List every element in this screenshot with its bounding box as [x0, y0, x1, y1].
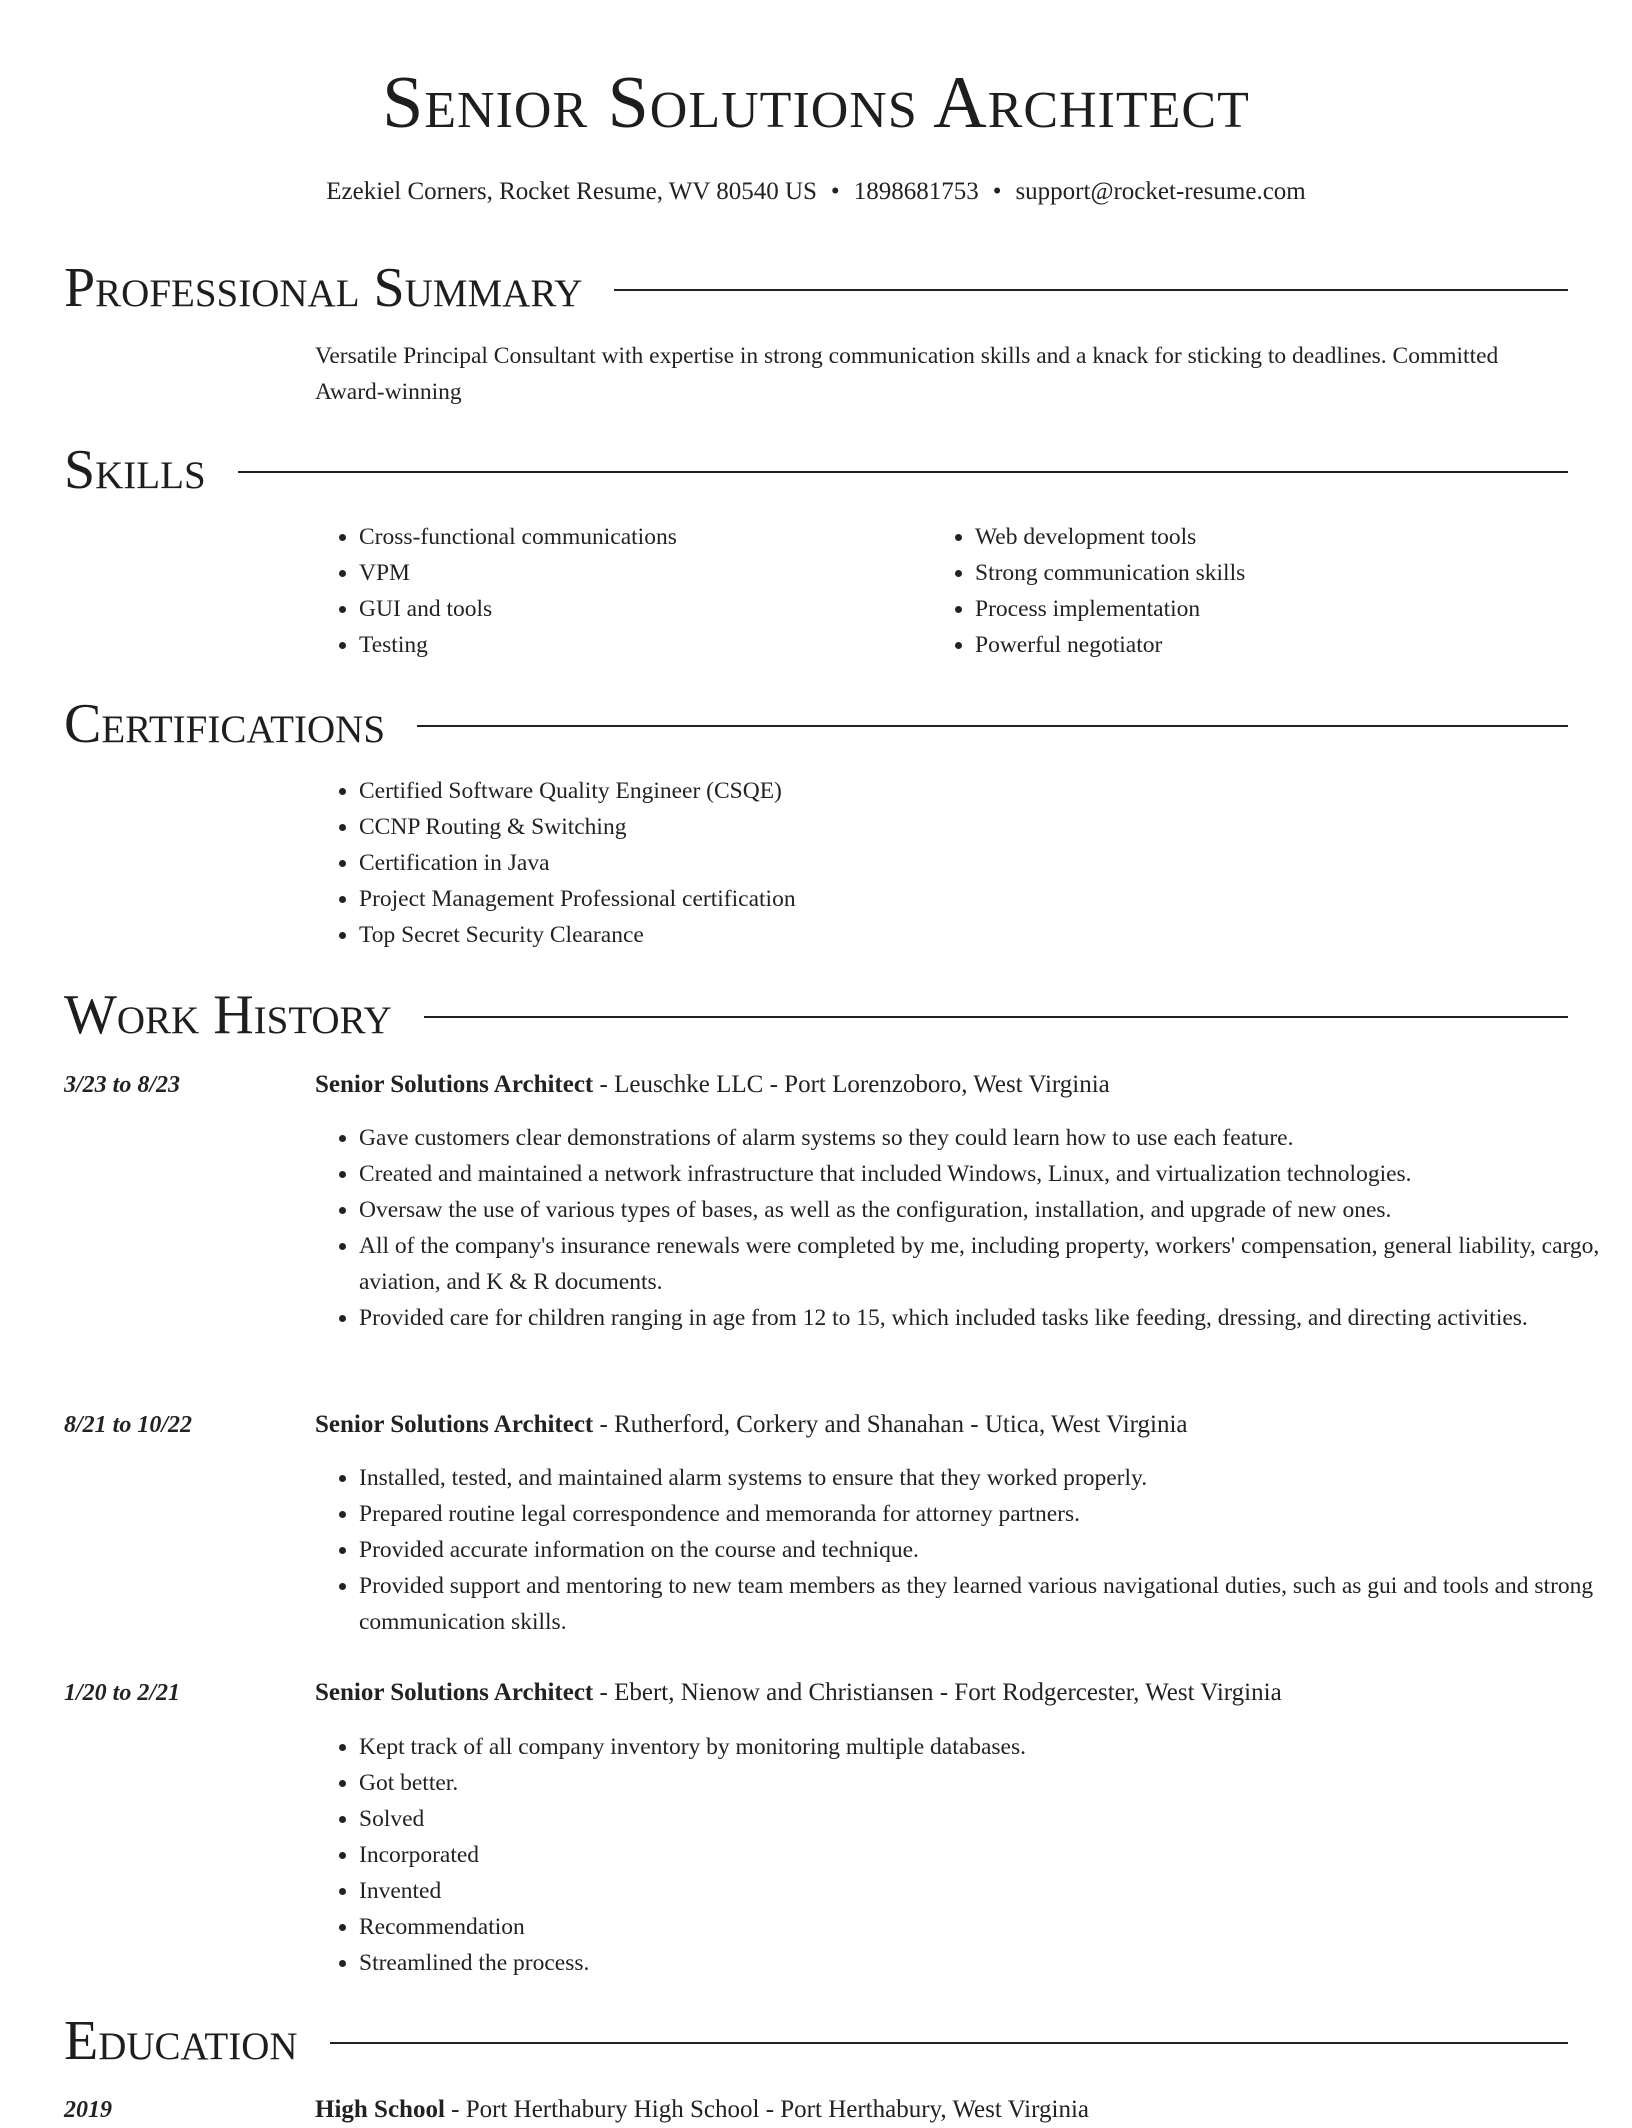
job-bullet: • Incorporated [359, 1837, 1609, 1873]
work-section-header [64, 982, 1568, 1048]
section-title-education: Education [64, 2010, 298, 2072]
job-bullet: • Streamlined the process. [359, 1945, 1609, 1981]
skill-item: • Strong communication skills [975, 555, 1245, 591]
job-bullet: • Provided care for children ranging in age from 12 to 15, which included tasks like feeding, dressing, and directing activities. [359, 1300, 1609, 1336]
contact-line [0, 174, 1632, 210]
job-bullet: • Solved [359, 1801, 1609, 1837]
job-heading [315, 1407, 1188, 1443]
certification-item: • Top Secret Security Clearance [359, 917, 796, 953]
job-dates: 1/20 to 2/21 [64, 1680, 181, 1706]
section-divider [614, 289, 1568, 291]
contact-separator: • [992, 178, 1002, 205]
certification-item: • Certification in Java [359, 845, 796, 881]
job-bullets [315, 1120, 1609, 1336]
job-bullet: • Gave customers clear demonstrations of alarm systems so they could learn how to use each feature. [359, 1120, 1609, 1156]
section-divider [238, 471, 1568, 473]
certification-item: • Project Management Professional certification [359, 881, 796, 917]
contact-email[interactable]: support@rocket-resume.com [1015, 178, 1306, 205]
job-heading [315, 1067, 1110, 1103]
skills-list-left [315, 519, 677, 663]
job-bullet: • Kept track of all company inventory by monitoring multiple databases. [359, 1729, 1609, 1765]
skills-list-right [931, 519, 1245, 663]
contact-phone: 1898681753 [853, 178, 979, 205]
skill-item: • Cross-functional communications [359, 519, 677, 555]
job-bullet: • Created and maintained a network infrastructure that included Windows, Linux, and virtualization technologies. [359, 1156, 1609, 1192]
job-bullets [315, 1460, 1619, 1640]
job-title: Senior Solutions Architect [315, 1071, 594, 1098]
contact-address: Ezekiel Corners, Rocket Resume, WV 80540 US [326, 178, 817, 205]
certifications-section-header [64, 691, 1568, 757]
education-degree: High School [315, 2096, 445, 2123]
job-employer-location: - Leuschke LLC - Port Lorenzoboro, West Virginia [593, 1071, 1110, 1098]
resume-title: Senior Solutions Architect [382, 62, 1250, 144]
certification-item: • Certified Software Quality Engineer (CSQE) [359, 773, 796, 809]
job-dates: 8/21 to 10/22 [64, 1412, 193, 1438]
education-school-location: - Port Herthabury High School - Port Herthabury, West Virginia [444, 2096, 1089, 2123]
job-bullet: • Got better. [359, 1765, 1609, 1801]
job-employer-location: - Ebert, Nienow and Christiansen - Fort Rodgercester, West Virginia [593, 1679, 1282, 1706]
job-heading [315, 1675, 1282, 1711]
education-date: 2019 [64, 2097, 112, 2123]
job-bullets [315, 1729, 1609, 1981]
section-title-work-history: Work History [64, 984, 392, 1046]
job-dates: 3/23 to 8/23 [64, 1072, 181, 1098]
contact-separator: • [830, 178, 840, 205]
job-title: Senior Solutions Architect [315, 1679, 594, 1706]
skill-item: • Process implementation [975, 591, 1245, 627]
job-bullet: • Recommendation [359, 1909, 1609, 1945]
skill-item: • Web development tools [975, 519, 1245, 555]
job-bullet: • Invented [359, 1873, 1609, 1909]
section-title-certifications: Certifications [64, 693, 386, 755]
section-title-skills: Skills [64, 439, 206, 501]
skill-item: • VPM [359, 555, 677, 591]
section-divider [424, 1016, 1568, 1018]
certification-item: • CCNP Routing & Switching [359, 809, 796, 845]
skill-item: • Testing [359, 627, 677, 663]
section-divider [417, 725, 1568, 727]
job-bullet: • All of the company's insurance renewals were completed by me, including property, workers' compensation, general liability, cargo, aviation, and K & R documents. [359, 1228, 1609, 1300]
skills-section-header [64, 437, 1568, 503]
summary-text: Versatile Principal Consultant with expertise in strong communication skills and a knack for sticking to deadlines. Committed Award-winning [315, 343, 1499, 405]
job-bullet: • Provided accurate information on the course and technique. [359, 1532, 1619, 1568]
education-section-header [64, 2008, 1568, 2074]
job-title: Senior Solutions Architect [315, 1411, 594, 1438]
skill-item: • Powerful negotiator [975, 627, 1245, 663]
job-bullet: • Prepared routine legal correspondence and memoranda for attorney partners. [359, 1496, 1619, 1532]
section-title-summary: Professional Summary [64, 257, 583, 319]
section-divider [330, 2042, 1568, 2044]
job-bullet: • Provided support and mentoring to new team members as they learned various navigational duties, such as gui and tools and strong communication skills. [359, 1568, 1619, 1640]
job-bullet: • Oversaw the use of various types of bases, as well as the configuration, installation, and upgrade of new ones. [359, 1192, 1609, 1228]
education-heading [315, 2092, 1089, 2128]
summary-section-header [64, 255, 1568, 321]
job-employer-location: - Rutherford, Corkery and Shanahan - Utica, West Virginia [593, 1411, 1188, 1438]
certifications-list [315, 773, 796, 953]
job-bullet: • Installed, tested, and maintained alarm systems to ensure that they worked properly. [359, 1460, 1619, 1496]
skill-item: • GUI and tools [359, 591, 677, 627]
